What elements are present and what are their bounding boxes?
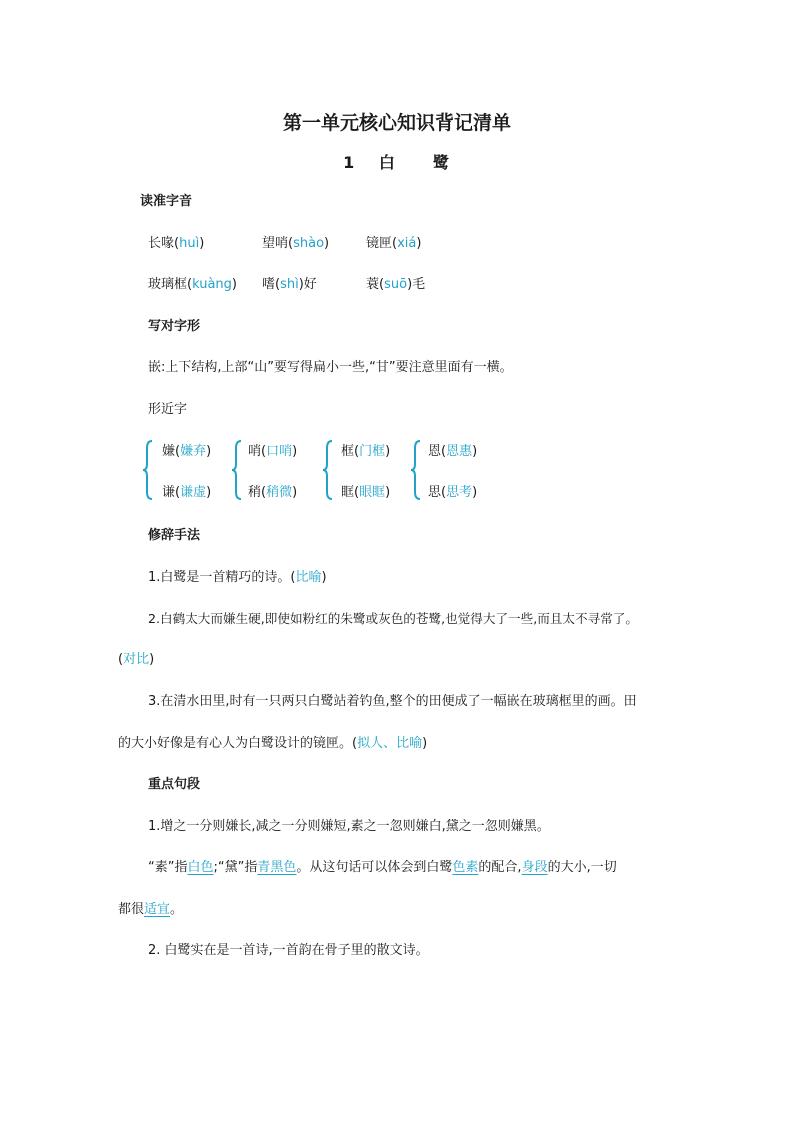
rhetoric-item-cont: 的大小好像是有心人为白鹭设计的镜匣。(拟人、比喻) [118, 736, 428, 751]
key-sentence-explain-cont: 都很适宜。 [118, 902, 184, 917]
lesson-number: 1 [343, 153, 357, 172]
pron-item: 镜匣(xiá) [366, 236, 422, 251]
rhetoric-item: 1.白鹭是一首精巧的诗。(比喻) [148, 570, 327, 585]
similar-char-item: 谦(谦虚) [162, 485, 212, 500]
key-sentence-explain: “素”指白色;“黛”指青黑色。从这句话可以体会到白鹭色素的配合,身段的大小,一切 [148, 860, 617, 875]
lesson-name: 白 鹭 [378, 153, 451, 172]
pron-item: 长喙(huì) [148, 236, 205, 251]
similar-char-item: 稍(稍微) [248, 485, 298, 500]
writing-note: 嵌:上下结构,上部“山”要写得扁小一些,“甘”要注意里面有一横。 [148, 360, 513, 375]
similar-char-item: 哨(口哨) [248, 444, 298, 459]
page-title: 第一单元核心知识背记清单 [282, 112, 511, 134]
pron-item: 蓑(suō)毛 [366, 277, 426, 292]
key-sentence: 1.增之一分则嫌长,减之一分则嫌短,素之一忽则嫌白,黛之一忽则嫌黑。 [148, 819, 550, 834]
similar-char-item: 眶(眼眶) [341, 485, 391, 500]
pron-item: 嗜(shì)好 [262, 277, 317, 292]
key-sentences-heading: 重点句段 [148, 777, 201, 792]
brace-icon [143, 440, 153, 500]
rhetoric-item: 2.白鹤太大而嫌生硬,即使如粉红的朱鹭或灰色的苍鹭,也觉得大了一些,而且太不寻常了。 [148, 611, 638, 626]
writing-heading: 写对字形 [148, 319, 201, 334]
pron-item: 望哨(shào) [262, 236, 330, 251]
pronunciation-heading: 读准字音 [140, 194, 193, 209]
brace-icon [411, 440, 421, 500]
rhetoric-answer: (对比) [118, 652, 155, 667]
similar-chars-label: 形近字 [148, 402, 188, 417]
rhetoric-heading: 修辞手法 [148, 528, 201, 543]
pron-item: 玻璃框(kuàng) [148, 277, 237, 292]
brace-icon [232, 440, 242, 500]
key-sentence: 2. 白鹭实在是一首诗,一首韵在骨子里的散文诗。 [148, 943, 429, 958]
similar-char-item: 恩(恩惠) [428, 444, 478, 459]
similar-char-item: 思(思考) [428, 485, 478, 500]
similar-char-item: 框(门框) [341, 444, 391, 459]
rhetoric-item: 3.在清水田里,时有一只两只白鹭站着钓鱼,整个的田便成了一幅嵌在玻璃框里的画。田 [148, 694, 637, 709]
lesson-title [0, 150, 794, 173]
brace-icon [323, 440, 333, 500]
similar-char-item: 嫌(嫌弃) [162, 444, 212, 459]
